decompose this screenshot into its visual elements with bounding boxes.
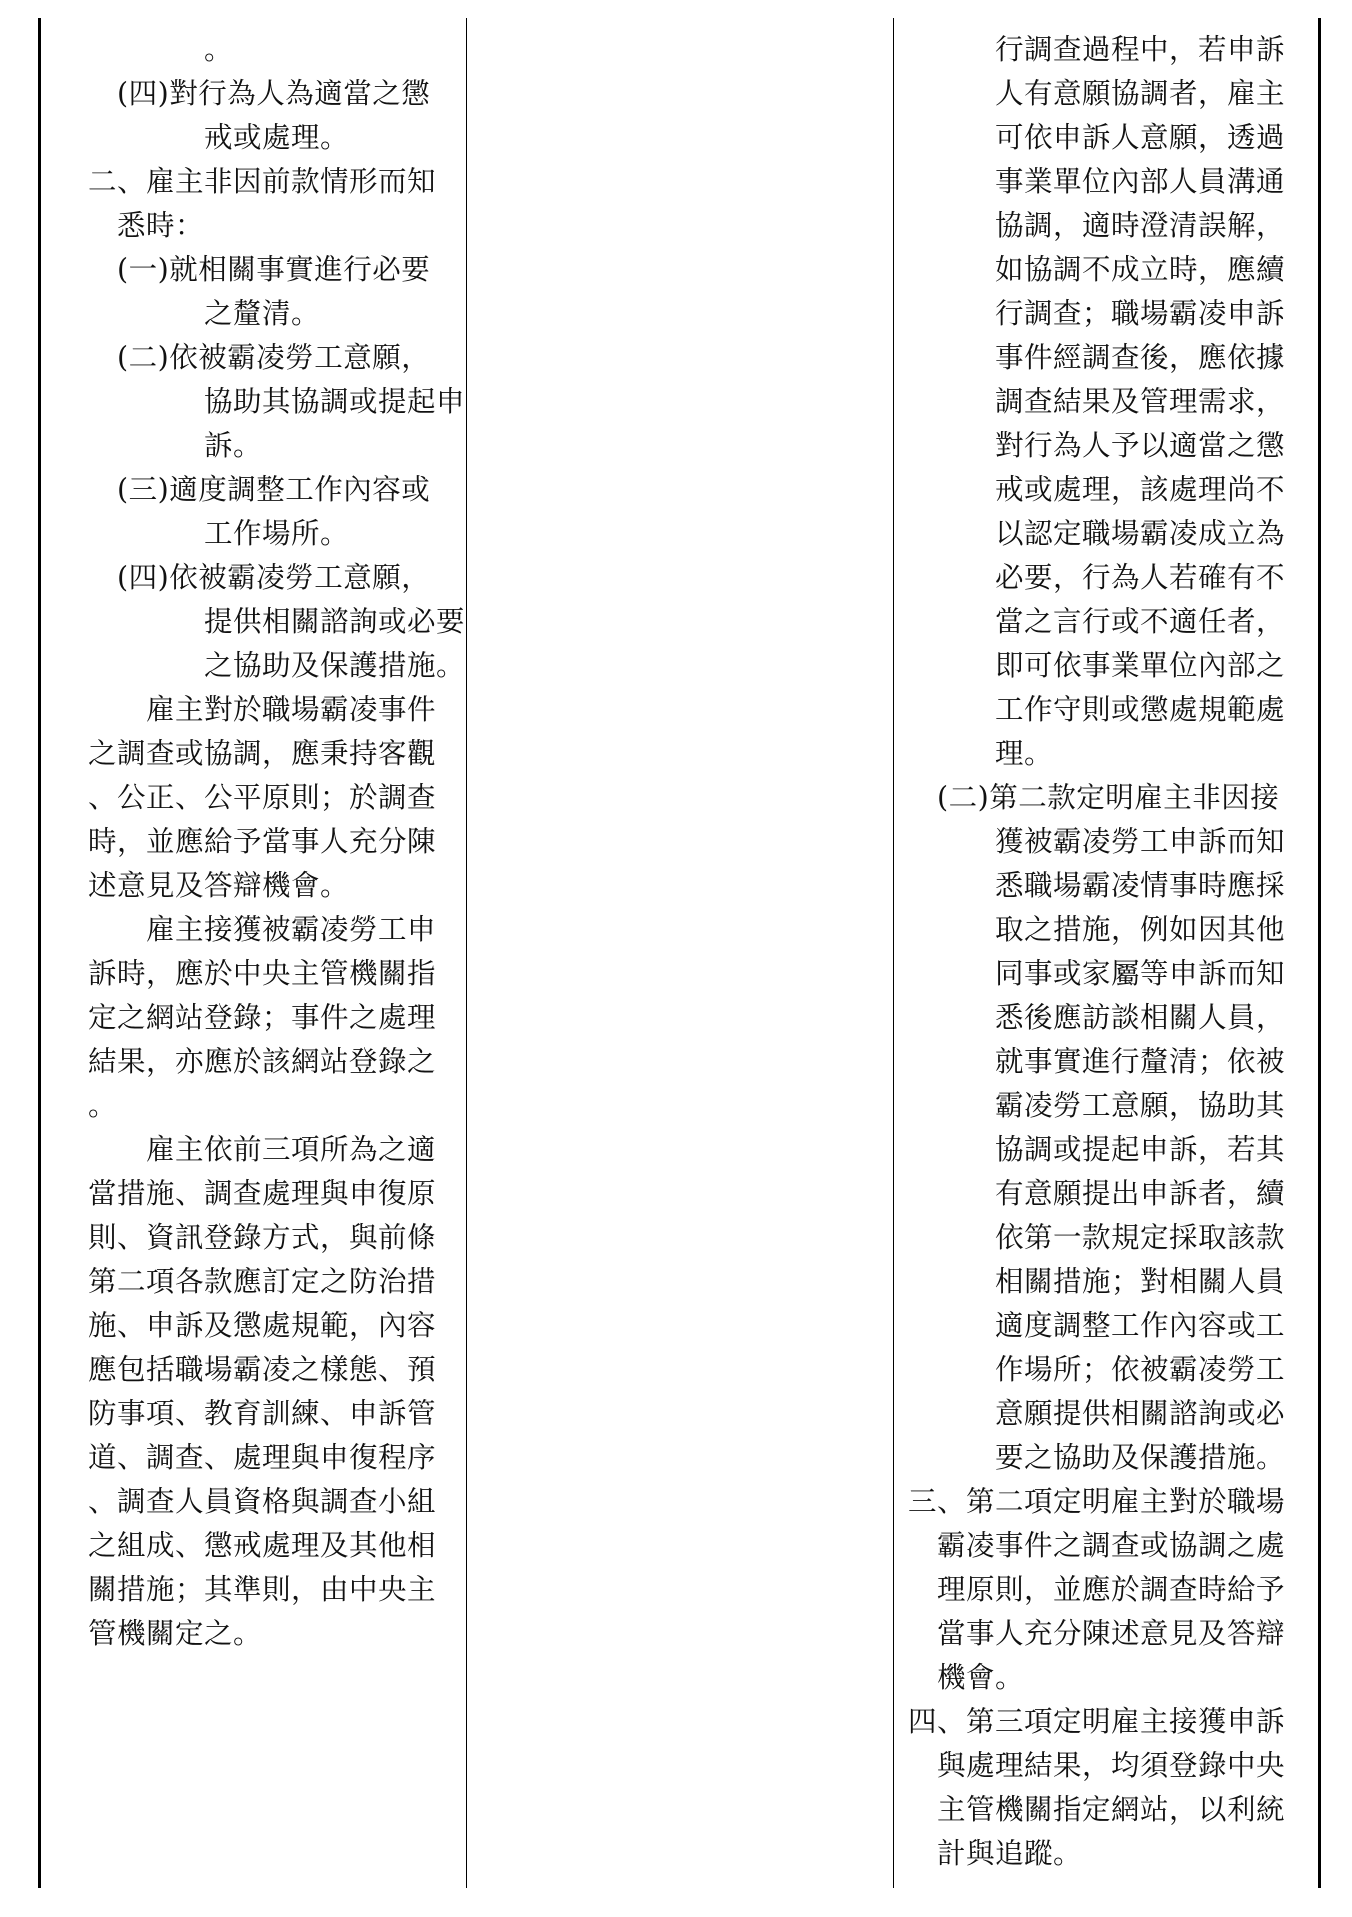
- text-line: 依第一款規定採取該款: [908, 1221, 1286, 1254]
- text-line: 作場所；依被霸凌勞工: [908, 1353, 1286, 1386]
- text-line: 適度調整工作內容或工: [908, 1309, 1286, 1342]
- text-line: 悉後應訪談相關人員，: [908, 1001, 1286, 1034]
- text-line: 人有意願協調者，雇主: [908, 77, 1286, 110]
- text-line: 訴時，應於中央主管機關指: [88, 957, 437, 990]
- text-line: 雇主對於職場霸凌事件: [88, 693, 437, 726]
- text-line: 施、申訴及懲處規範，內容: [88, 1309, 437, 1342]
- text-line: 主管機關指定網站，以利統: [908, 1793, 1286, 1826]
- text-line: 獲被霸凌勞工申訴而知: [908, 825, 1286, 858]
- text-line: 理原則，並應於調查時給予: [908, 1573, 1286, 1606]
- text-line: 。: [88, 1089, 118, 1122]
- text-line: 結果，亦應於該網站登錄之: [88, 1045, 437, 1078]
- text-line: 當措施、調查處理與申復原: [88, 1177, 437, 1210]
- amended-text-column: [88, 28, 466, 1656]
- text-line: 雇主依前三項所為之適: [88, 1133, 437, 1166]
- text-line: 霸凌事件之調查或協調之處: [908, 1529, 1286, 1562]
- text-line: 意願提供相關諮詢或必: [908, 1397, 1286, 1430]
- text-line: 第二項各款應訂定之防治措: [88, 1265, 437, 1298]
- text-line: 計與追蹤。: [908, 1837, 1083, 1870]
- text-line: 相關措施；對相關人員: [908, 1265, 1286, 1298]
- text-line: 要之協助及保護措施。: [908, 1441, 1286, 1474]
- text-line: 定之網站登錄；事件之處理: [88, 1001, 437, 1034]
- text-line: 則、資訊登錄方式，與前條: [88, 1221, 437, 1254]
- table-border-right: [1318, 18, 1321, 1888]
- text-line: (二)依被霸凌勞工意願，: [88, 341, 431, 374]
- text-line: 取之措施，例如因其他: [908, 913, 1286, 946]
- text-line: 協助其協調或提起申: [88, 385, 466, 418]
- text-line: 工作守則或懲處規範處: [908, 693, 1286, 726]
- text-line: 同事或家屬等申訴而知: [908, 957, 1286, 990]
- text-line: 防事項、教育訓練、申訴管: [88, 1397, 437, 1430]
- text-line: 事業單位內部人員溝通: [908, 165, 1286, 198]
- text-line: 有意願提出申訴者，續: [908, 1177, 1286, 1210]
- text-line: 訴。: [88, 429, 263, 462]
- explanation-text-lines: [908, 28, 1303, 1876]
- text-line: 關措施；其準則，由中央主: [88, 1573, 437, 1606]
- text-line: 行調查；職場霸凌申訴: [908, 297, 1286, 330]
- text-line: 二、雇主非因前款情形而知: [88, 165, 437, 198]
- text-line: 時，並應給予當事人充分陳: [88, 825, 437, 858]
- text-line: 四、第三項定明雇主接獲申訴: [908, 1705, 1286, 1738]
- text-line: 悉時：: [88, 209, 205, 242]
- text-line: 之調查或協調，應秉持客觀: [88, 737, 437, 770]
- text-line: 協調或提起申訴，若其: [908, 1133, 1286, 1166]
- text-line: 道、調查、處理與申復程序: [88, 1441, 437, 1474]
- text-line: 戒或處理，該處理尚不: [908, 473, 1286, 506]
- text-line: 應包括職場霸凌之樣態、預: [88, 1353, 437, 1386]
- text-line: 之組成、懲戒處理及其他相: [88, 1529, 437, 1562]
- text-line: 以認定職場霸凌成立為: [908, 517, 1286, 550]
- text-line: 行調查過程中，若申訴: [908, 33, 1286, 66]
- text-line: 。: [88, 33, 234, 66]
- text-line: 可依申訴人意願，透過: [908, 121, 1286, 154]
- text-line: 對行為人予以適當之懲: [908, 429, 1286, 462]
- text-line: 悉職場霸凌情事時應採: [908, 869, 1286, 902]
- text-line: 、調查人員資格與調查小組: [88, 1485, 437, 1518]
- text-line: 管機關定之。: [88, 1617, 263, 1650]
- text-line: 之協助及保護措施。: [88, 649, 466, 682]
- text-line: 機會。: [908, 1661, 1025, 1694]
- text-line: 與處理結果，均須登錄中央: [908, 1749, 1286, 1782]
- text-line: 提供相關諮詢或必要: [88, 605, 466, 638]
- text-line: 雇主接獲被霸凌勞工申: [88, 913, 437, 946]
- text-line: (四)對行為人為適當之懲: [88, 77, 431, 110]
- text-line: 必要，行為人若確有不: [908, 561, 1286, 594]
- text-line: 工作場所。: [88, 517, 350, 550]
- text-line: 戒或處理。: [88, 121, 350, 154]
- text-line: 述意見及答辯機會。: [88, 869, 350, 902]
- text-line: 調查結果及管理需求，: [908, 385, 1286, 418]
- text-line: 當事人充分陳述意見及答辯: [908, 1617, 1286, 1650]
- text-line: 之釐清。: [88, 297, 321, 330]
- text-line: (一)就相關事實進行必要: [88, 253, 431, 286]
- text-line: 三、第二項定明雇主對於職場: [908, 1485, 1286, 1518]
- text-line: 、公正、公平原則；於調查: [88, 781, 437, 814]
- column-divider-1: [466, 18, 467, 1888]
- text-line: 霸凌勞工意願，協助其: [908, 1089, 1286, 1122]
- text-line: 協調，適時澄清誤解，: [908, 209, 1286, 242]
- text-line: 如協調不成立時，應續: [908, 253, 1286, 286]
- text-line: 理。: [908, 737, 1054, 770]
- text-line: (三)適度調整工作內容或: [88, 473, 431, 506]
- text-line: (二)第二款定明雇主非因接: [908, 781, 1280, 814]
- text-line: (四)依被霸凌勞工意願，: [88, 561, 431, 594]
- column-divider-2: [893, 18, 894, 1888]
- text-line: 事件經調查後，應依據: [908, 341, 1286, 374]
- text-line: 即可依事業單位內部之: [908, 649, 1286, 682]
- amended-text-lines: [88, 28, 466, 1656]
- text-line: 就事實進行釐清；依被: [908, 1045, 1286, 1078]
- explanation-column: [908, 28, 1303, 1876]
- text-line: 當之言行或不適任者，: [908, 605, 1286, 638]
- table-border-left: [38, 18, 41, 1888]
